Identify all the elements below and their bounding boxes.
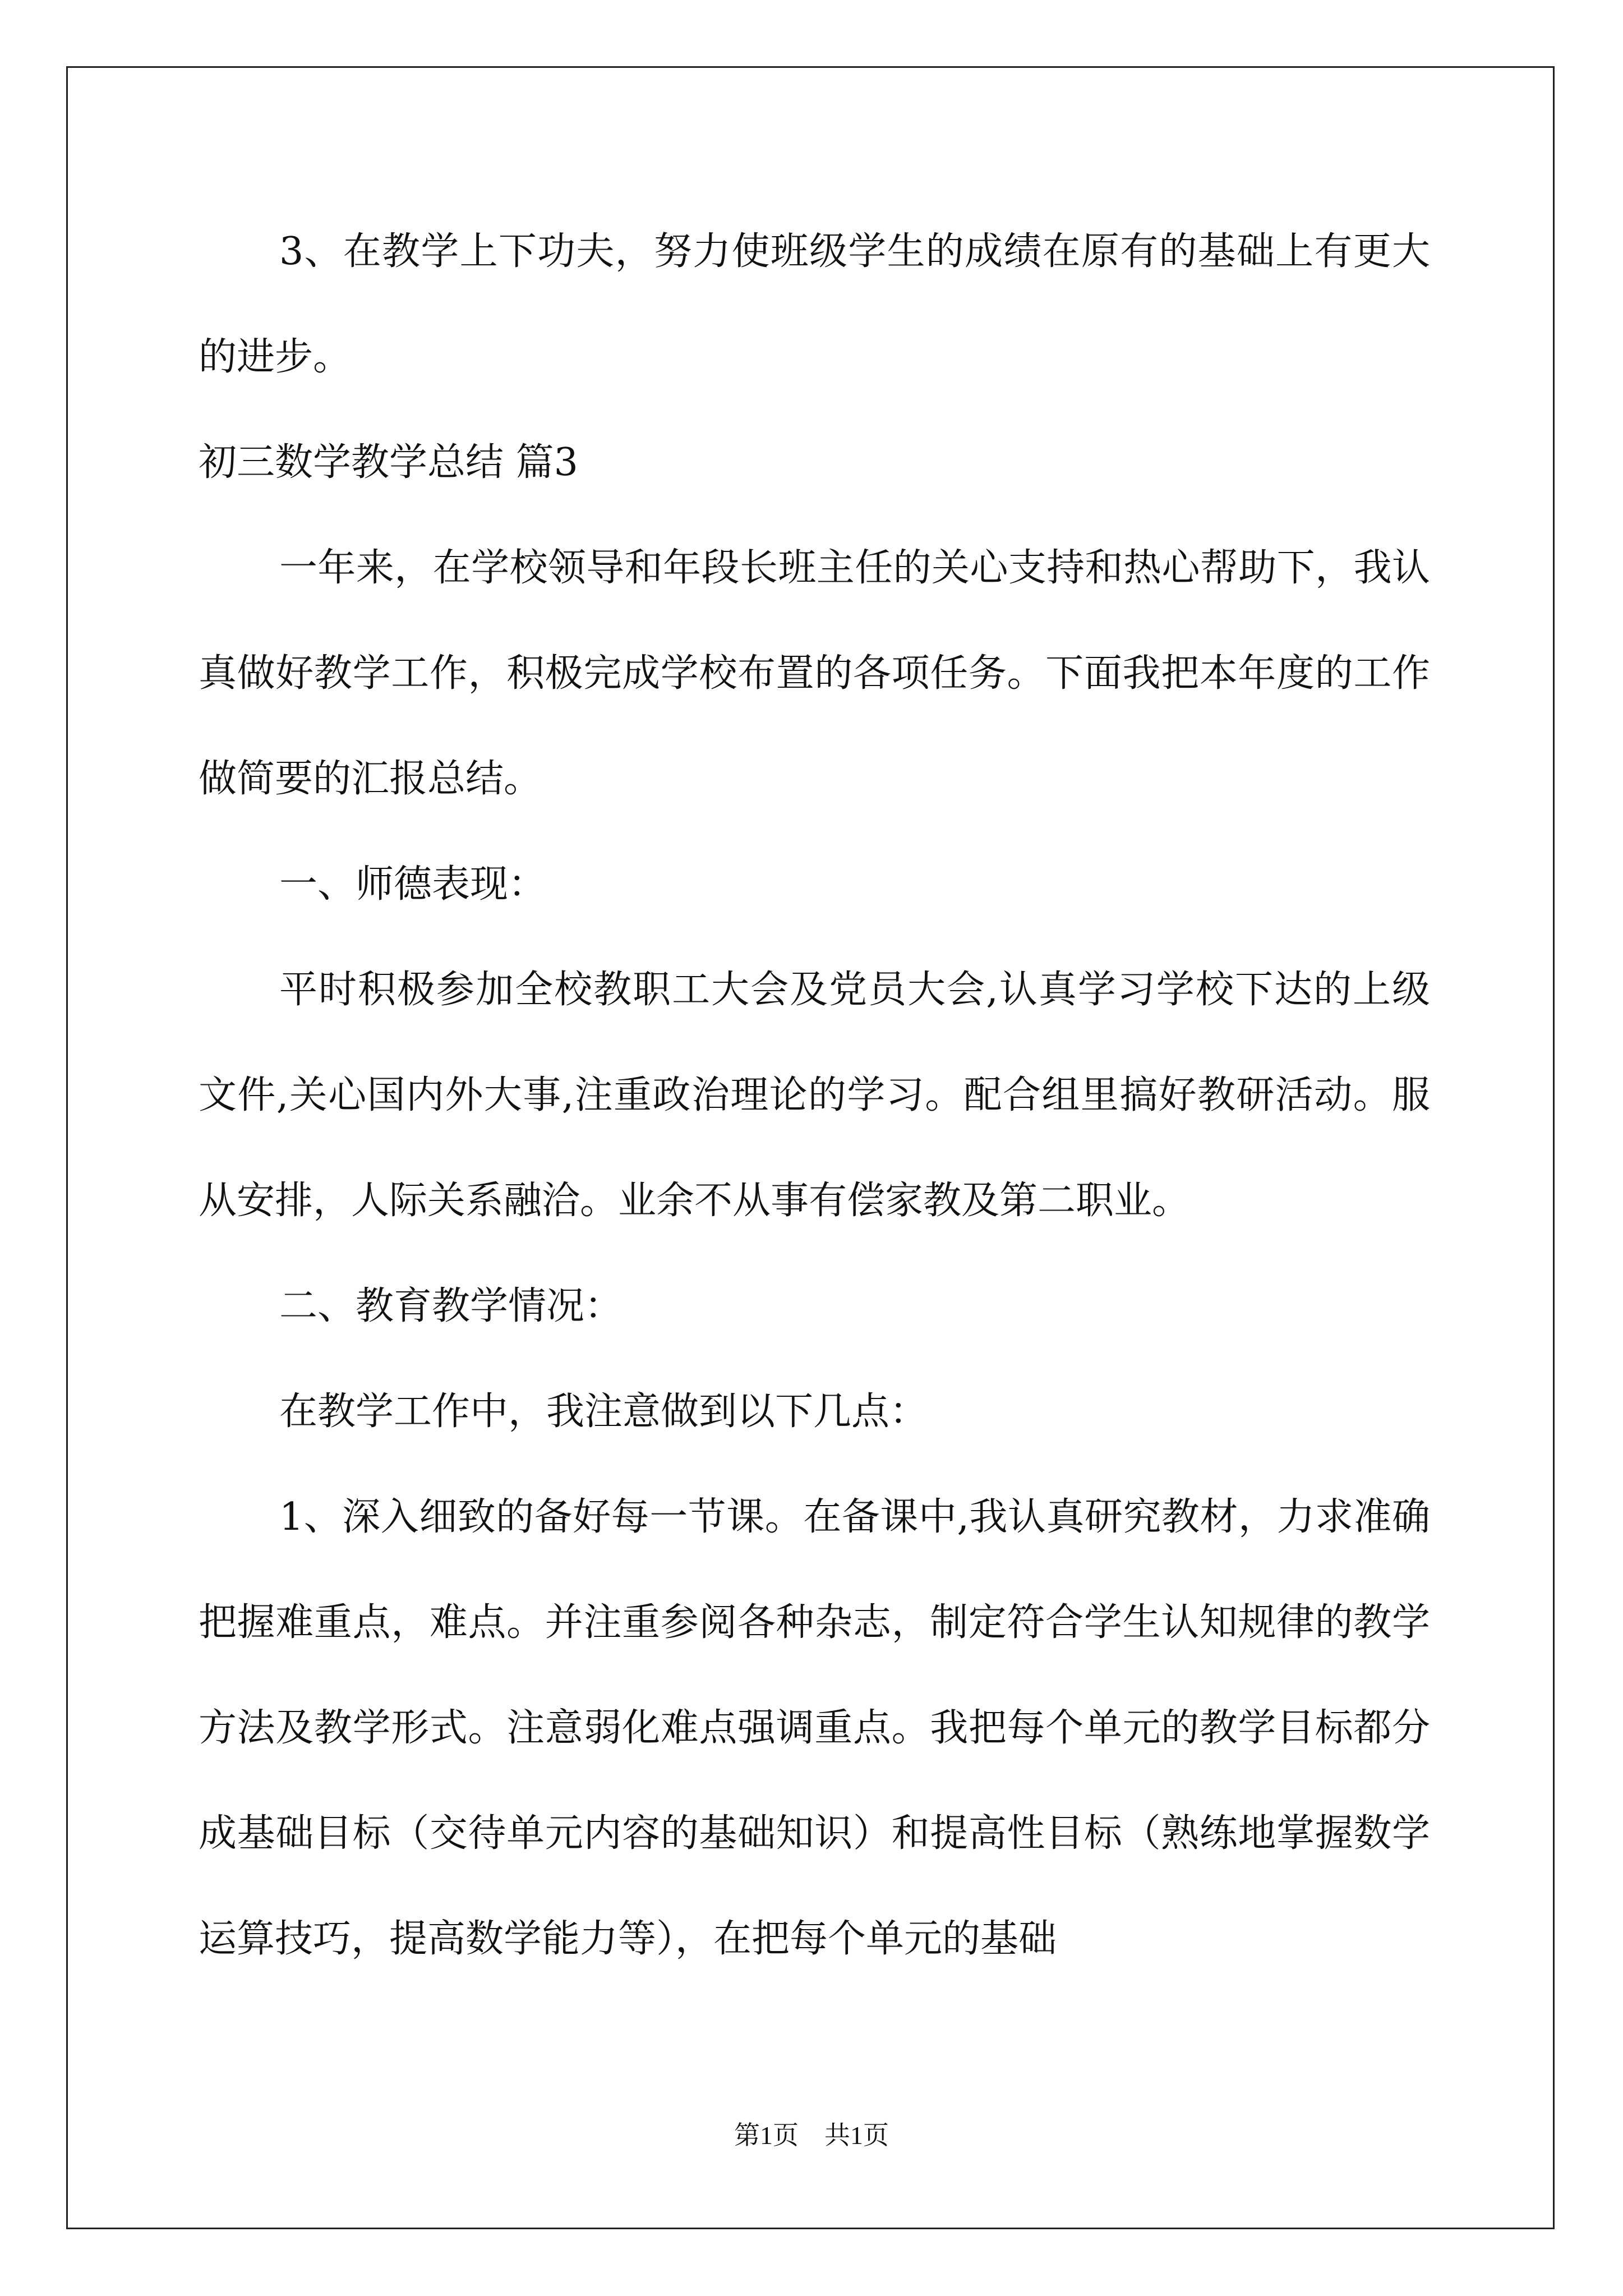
- paragraph-3: 一、师德表现：: [279, 862, 547, 907]
- section-heading: 初三数学教学总结 篇3: [199, 440, 578, 485]
- paragraph-7: 1、深入细致的备好每一节课。在备课中,我认真研究教材，力求准确把握难重点，难点。并注重参阅各种杂志，制定符合学生认知规律的教学方法及教学形式。注意弱化难点强调重点。我把每个单元的教学目标都分成基础目标（交待单元内容的基础知识）和提高性目标（熟练地掌握数学运算技巧，提高数学能力等），在把每个单元的基础: [199, 1495, 1430, 1961]
- paragraph-6: 在教学工作中，我注意做到以下几点：: [279, 1389, 928, 1434]
- paragraph-4: 平时积极参加全校教职工大会及党员大会,认真学习学校下达的上级文件,关心国内外大事,注重政治理论的学习。配合组里搞好教研活动。服从安排，人际关系融洽。业余不从事有偿家教及第二职业。: [199, 968, 1430, 1223]
- page-footer: 第1页 共1页: [734, 2121, 889, 2150]
- paragraph-1: 3、在教学上下功夫，努力使班级学生的成绩在原有的基础上有更大的进步。: [199, 229, 1430, 379]
- paragraph-2: 一年来，在学校领导和年段长班主任的关心支持和热心帮助下，我认真做好教学工作，积极完成学校布置的各项任务。下面我把本年度的工作做简要的汇报总结。: [199, 546, 1430, 801]
- document-body: [199, 199, 1430, 1992]
- paragraph-5: 二、教育教学情况：: [279, 1284, 623, 1328]
